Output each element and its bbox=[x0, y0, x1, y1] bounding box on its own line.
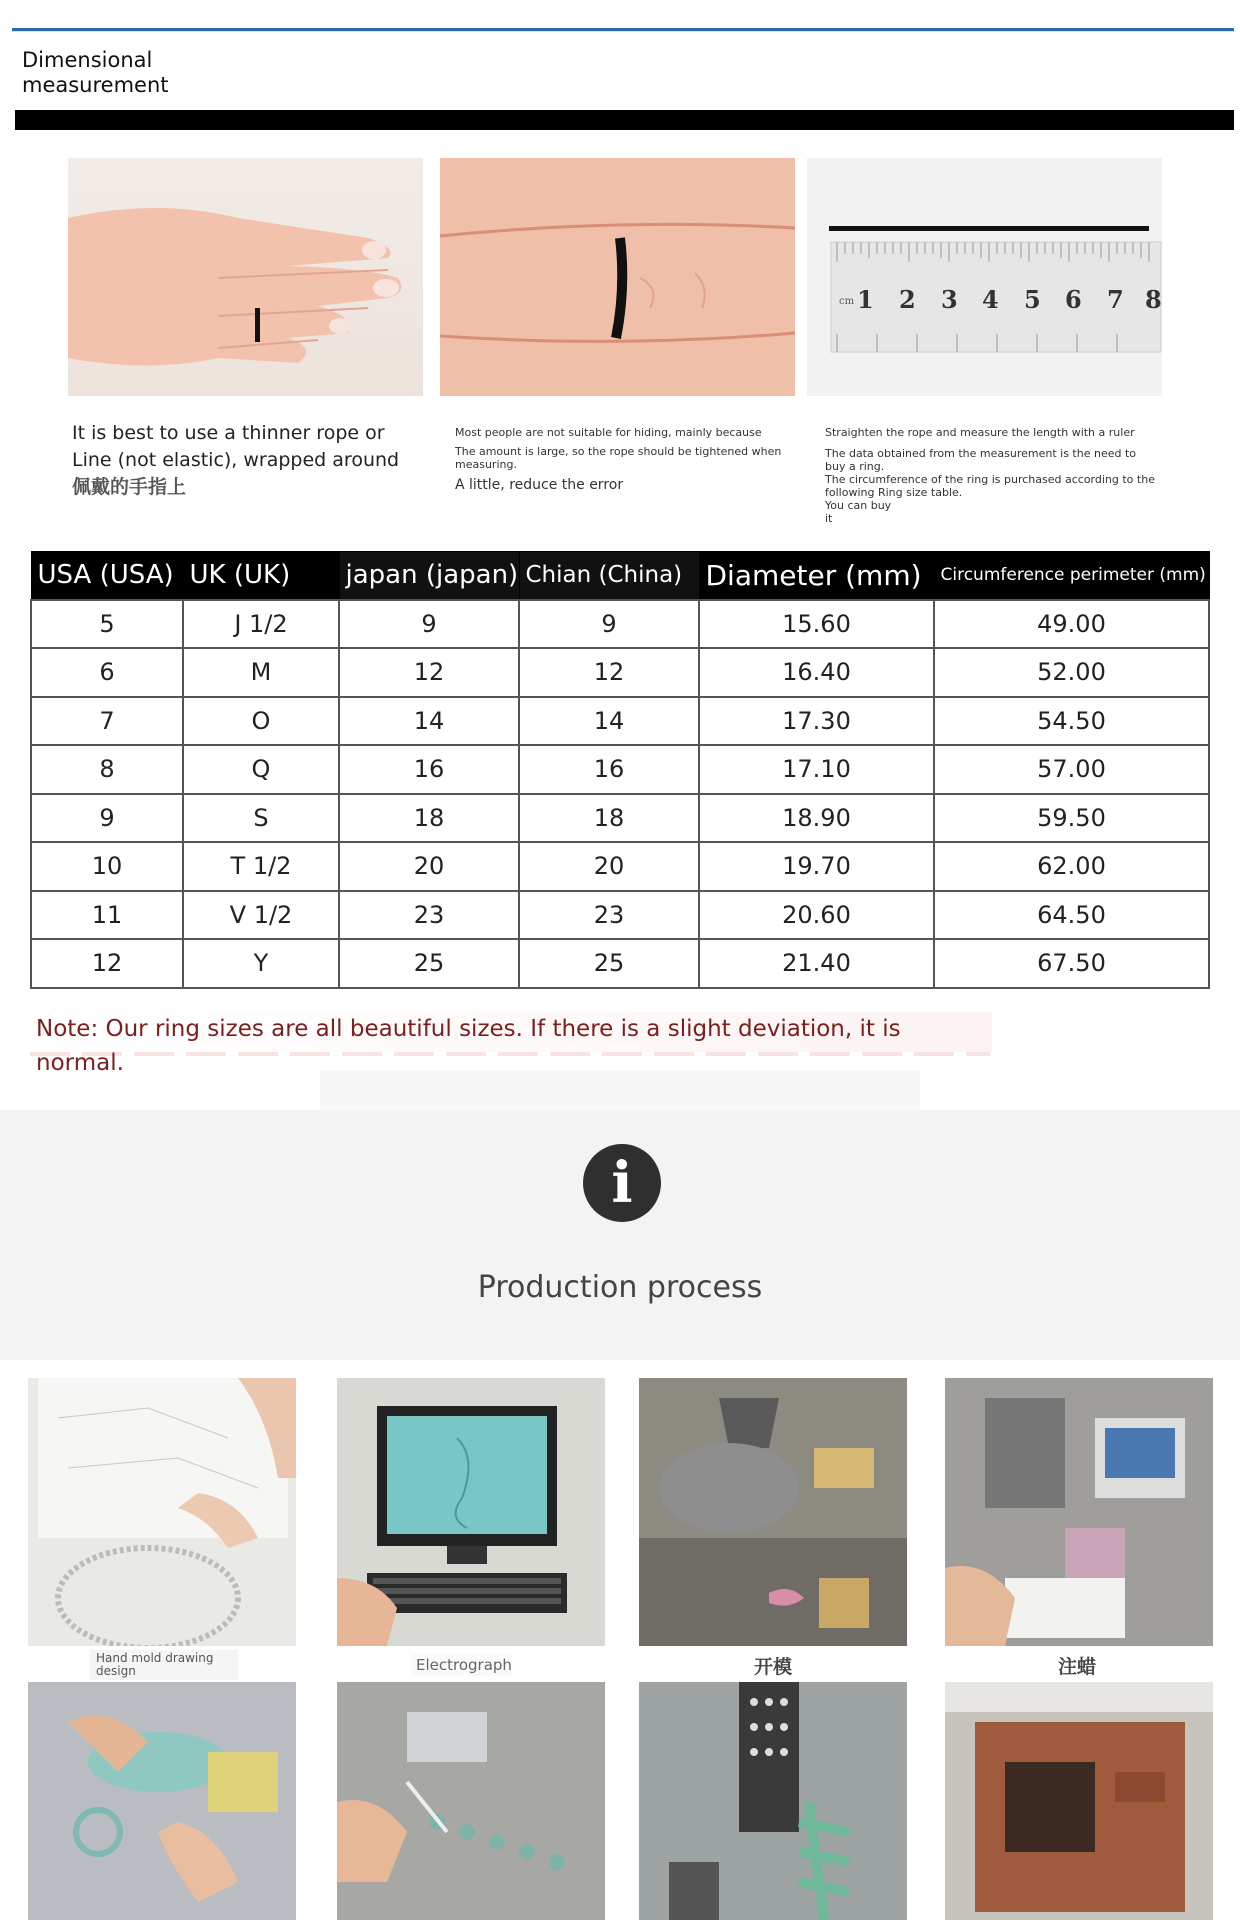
table-cell: 18 bbox=[519, 794, 699, 843]
step-image-wax-trimming bbox=[28, 1682, 296, 1920]
column-header: Circumference perimeter (mm) bbox=[934, 552, 1209, 600]
table-cell: 52.00 bbox=[934, 648, 1209, 697]
ruler-number: 8 bbox=[1145, 285, 1162, 314]
step-image-computer bbox=[337, 1378, 605, 1646]
step2-line1: Most people are not suitable for hiding, mainly because bbox=[455, 426, 762, 439]
step2-line3: A little, reduce the error bbox=[455, 477, 624, 493]
ruler-number: 2 bbox=[899, 285, 916, 314]
table-cell: Q bbox=[183, 745, 339, 794]
ruler-number: 3 bbox=[941, 285, 958, 314]
table-row bbox=[31, 745, 1209, 794]
process-title: Production process bbox=[477, 1270, 763, 1305]
ruler-unit: cm bbox=[839, 296, 855, 307]
table-cell: 17.10 bbox=[699, 745, 934, 794]
step-image-drawing bbox=[28, 1378, 296, 1646]
table-cell: 23 bbox=[519, 891, 699, 940]
column-header: Chian (China) bbox=[519, 552, 699, 600]
column-header: Diameter (mm) bbox=[699, 552, 934, 600]
table-row bbox=[31, 648, 1209, 697]
table-cell: 16 bbox=[519, 745, 699, 794]
table-cell: 9 bbox=[519, 600, 699, 649]
table-cell: 67.50 bbox=[934, 939, 1209, 988]
table-cell: 62.00 bbox=[934, 842, 1209, 891]
table-cell: 6 bbox=[31, 648, 183, 697]
step2-line2: The amount is large, so the rope should be tightened when measuring. bbox=[455, 445, 782, 471]
step3-line2: The data obtained from the measurement is the need to buy a ring. bbox=[825, 447, 1137, 473]
table-cell: 20 bbox=[519, 842, 699, 891]
wax-illustration bbox=[945, 1378, 1213, 1646]
molding-illustration bbox=[639, 1378, 907, 1646]
table-cell: 49.00 bbox=[934, 600, 1209, 649]
table-cell: 23 bbox=[339, 891, 519, 940]
table-cell: O bbox=[183, 697, 339, 746]
column-header: UK (UK) bbox=[183, 552, 339, 600]
table-header-row bbox=[31, 552, 1209, 600]
table-cell: 12 bbox=[339, 648, 519, 697]
hand-rope-photo bbox=[68, 158, 423, 396]
wax-tree-illustration bbox=[337, 1682, 605, 1920]
table-cell: 54.50 bbox=[934, 697, 1209, 746]
table-cell: M bbox=[183, 648, 339, 697]
ruler-photo bbox=[807, 158, 1162, 396]
ruler-number: 5 bbox=[1024, 285, 1041, 314]
table-cell: 5 bbox=[31, 600, 183, 649]
step-image-wax-tree bbox=[337, 1682, 605, 1920]
table-cell: 9 bbox=[31, 794, 183, 843]
ruler-number: 4 bbox=[982, 285, 999, 314]
ruler-number: 6 bbox=[1065, 285, 1082, 314]
table-row bbox=[31, 939, 1209, 988]
table-cell: 7 bbox=[31, 697, 183, 746]
table-cell: T 1/2 bbox=[183, 842, 339, 891]
top-divider bbox=[12, 28, 1234, 31]
table-cell: 20.60 bbox=[699, 891, 934, 940]
size-note: Note: Our ring sizes are all beautiful sizes. If there is a slight deviation, it is normal. bbox=[30, 1012, 992, 1052]
step2-caption bbox=[455, 426, 795, 494]
ruler-number: 1 bbox=[857, 285, 874, 314]
table-cell: 15.60 bbox=[699, 600, 934, 649]
table-cell: 9 bbox=[339, 600, 519, 649]
table-cell: 8 bbox=[31, 745, 183, 794]
page-title: Dimensional measurement bbox=[22, 48, 169, 97]
step-image-molding bbox=[639, 1378, 907, 1646]
table-cell: J 1/2 bbox=[183, 600, 339, 649]
column-header: USA (USA) bbox=[31, 552, 183, 600]
drawing-illustration bbox=[28, 1378, 296, 1646]
table-cell: 57.00 bbox=[934, 745, 1209, 794]
table-cell: V 1/2 bbox=[183, 891, 339, 940]
step3-caption bbox=[825, 426, 1155, 525]
step-label-molding: 开模 bbox=[754, 1652, 794, 1679]
step3-line1: Straighten the rope and measure the length with a ruler bbox=[825, 426, 1135, 439]
table-cell: 17.30 bbox=[699, 697, 934, 746]
step1-line3: 佩戴的手指上 bbox=[72, 476, 187, 498]
step1-caption bbox=[72, 420, 412, 501]
step3-line3: The circumference of the ring is purchased according to the following Ring size table. bbox=[825, 473, 1155, 499]
table-row bbox=[31, 600, 1209, 649]
table-cell: Y bbox=[183, 939, 339, 988]
hand-illustration bbox=[68, 158, 423, 396]
computer-illustration bbox=[337, 1378, 605, 1646]
table-cell: 12 bbox=[31, 939, 183, 988]
ruler-illustration bbox=[807, 158, 1162, 396]
finger-illustration bbox=[440, 158, 795, 396]
table-cell: 21.40 bbox=[699, 939, 934, 988]
step1-line1: It is best to use a thinner rope or bbox=[72, 422, 385, 444]
step-image-casting bbox=[639, 1682, 907, 1920]
table-cell: 25 bbox=[519, 939, 699, 988]
table-cell: 16.40 bbox=[699, 648, 934, 697]
info-icon: i bbox=[583, 1144, 661, 1222]
finger-closeup-photo bbox=[440, 158, 795, 396]
table-row bbox=[31, 891, 1209, 940]
table-cell: 14 bbox=[519, 697, 699, 746]
column-header: japan (japan) bbox=[339, 552, 519, 600]
table-cell: 14 bbox=[339, 697, 519, 746]
casting-illustration bbox=[639, 1682, 907, 1920]
oven-illustration bbox=[945, 1682, 1213, 1920]
table-cell: 11 bbox=[31, 891, 183, 940]
table-row bbox=[31, 697, 1209, 746]
table-row bbox=[31, 794, 1209, 843]
table-cell: 18.90 bbox=[699, 794, 934, 843]
table-cell: 20 bbox=[339, 842, 519, 891]
step-image-wax-injection bbox=[945, 1378, 1213, 1646]
step-image-oven bbox=[945, 1682, 1213, 1920]
trimming-illustration bbox=[28, 1682, 296, 1920]
table-cell: 16 bbox=[339, 745, 519, 794]
table-cell: 12 bbox=[519, 648, 699, 697]
table-cell: 25 bbox=[339, 939, 519, 988]
step-label-drawing: Hand mold drawing design bbox=[90, 1650, 238, 1680]
table-cell: 18 bbox=[339, 794, 519, 843]
header-bar bbox=[15, 110, 1234, 130]
step-label-electrograph: Electrograph bbox=[412, 1654, 512, 1676]
step3-line4: You can buy bbox=[825, 499, 892, 512]
divider-band bbox=[320, 1070, 920, 1110]
ring-size-table bbox=[30, 551, 1210, 989]
step1-line2: Line (not elastic), wrapped around bbox=[72, 449, 400, 471]
step3-line5: it bbox=[825, 512, 833, 525]
table-cell: S bbox=[183, 794, 339, 843]
table-row bbox=[31, 842, 1209, 891]
table-cell: 64.50 bbox=[934, 891, 1209, 940]
ruler-number: 7 bbox=[1107, 285, 1124, 314]
table-cell: 19.70 bbox=[699, 842, 934, 891]
step-label-wax: 注蜡 bbox=[1058, 1652, 1108, 1679]
table-cell: 10 bbox=[31, 842, 183, 891]
table-cell: 59.50 bbox=[934, 794, 1209, 843]
